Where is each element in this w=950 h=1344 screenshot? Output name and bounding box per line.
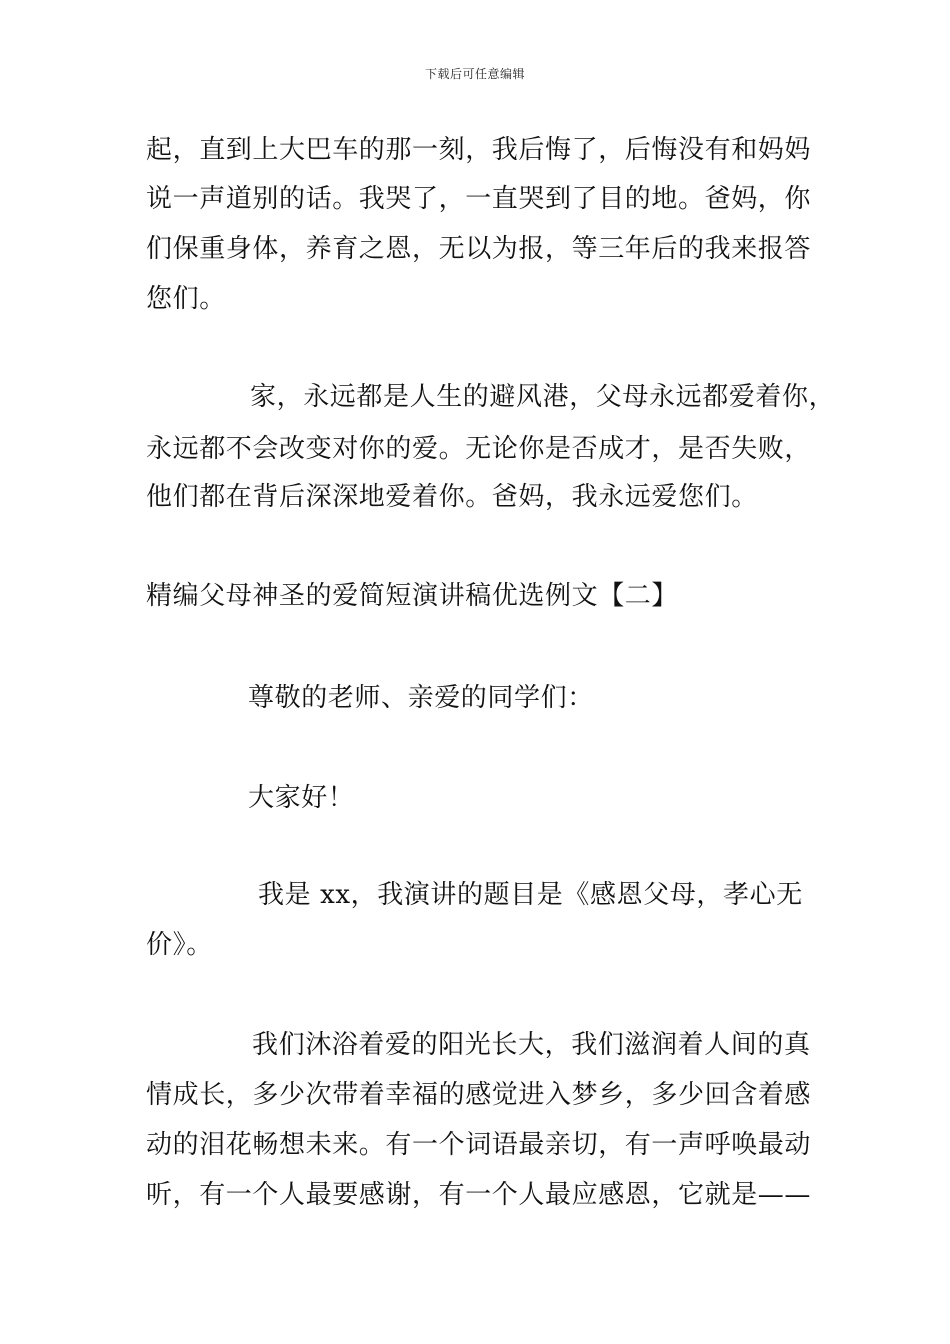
text-line: 您们。	[146, 284, 226, 314]
text-line: 动的泪花畅想未来。有一个词语最亲切，有一声呼唤最动	[146, 1130, 812, 1160]
section-heading: 精编父母神圣的爱简短演讲稿优选例文【二】	[146, 581, 679, 611]
paragraph-first-line: 家，永远都是人生的避风港，父母永远都爱着你，	[250, 382, 836, 412]
paragraph-first-line: 我们沐浴着爱的阳光长大，我们滋润着人间的真	[252, 1030, 811, 1060]
salutation: 尊敬的老师、亲爱的同学们：	[248, 683, 594, 713]
text-line: 情成长，多少次带着幸福的感觉进入梦乡，多少回含着感	[146, 1080, 812, 1110]
text-line: 们保重身体，养育之恩，无以为报，等三年后的我来报答	[146, 234, 812, 264]
paragraph-first-line: 我是 xx，我演讲的题目是《感恩父母，孝心无	[258, 880, 803, 910]
text-line: 价》。	[146, 930, 213, 960]
text-line: 说一声道别的话。我哭了，一直哭到了目的地。爸妈，你	[146, 184, 812, 214]
page-header: 下载后可任意编辑	[424, 67, 525, 81]
text-line: 他们都在背后深深地爱着你。爸妈，我永远爱您们。	[146, 482, 758, 512]
greeting: 大家好！	[248, 783, 355, 813]
text-line: 起，直到上大巴车的那一刻，我后悔了，后悔没有和妈妈	[146, 135, 812, 165]
text-line: 永远都不会改变对你的爱。无论你是否成才，是否失败，	[146, 434, 812, 464]
text-line: 听，有一个人最要感谢，有一个人最应感恩，它就是——	[146, 1180, 812, 1210]
